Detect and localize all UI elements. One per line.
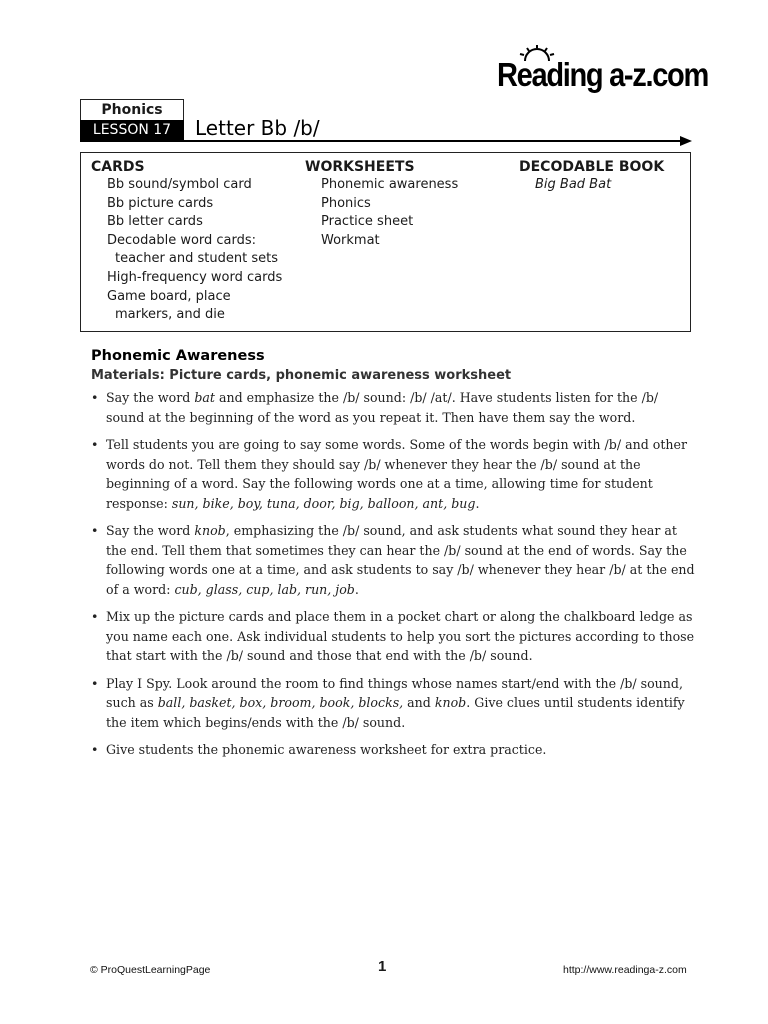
section-heading: Phonemic Awareness [91,348,265,364]
phonemic-awareness-section [91,346,697,768]
emphasized-words: knob [194,523,226,538]
list-item: teacher and student sets [115,251,278,267]
list-item: Bb picture cards [107,195,214,211]
page-title: Letter Bb /b/ [195,116,320,140]
instruction-item: • Play I Spy. Look around the room to find things whose names start/end with the /b/ sound, such as ball, basket, box, broom, book, blocks, and knob. Give clues until students identify the item which begins/ends with the /b/ sound. [91,674,697,733]
instruction-item: • Say the word knob, emphasizing the /b/ sound, and ask students what sound they hear at the end. Tell them that sometimes they can hear the /b/ sound at the end of words. Say the following words one at a time, and ask students to say /b/ whenever they hear /b/ at the end of a word: cub, glass, cup, lab, run, job. [91,521,697,599]
book-heading: DECODABLE BOOK [519,159,665,175]
arrow-right-icon [680,136,692,146]
emphasized-words: knob [434,695,467,710]
brand-logo: Reading a-z.com [497,56,708,93]
materials-box [80,152,691,332]
list-item: Workmat [321,232,380,248]
emphasized-words: ball, basket, box, broom, book, blocks, [157,695,404,710]
instruction-list [91,388,697,760]
list-item: Bb sound/symbol card [107,177,252,192]
list-item: Bb letter cards [107,214,203,230]
list-item: High-frequency word cards [107,269,283,285]
footer-url: http://www.readinga-z.com [563,964,687,976]
list-item: Phonemic awareness [321,177,459,192]
lesson-badge: LESSON 17 [80,120,184,141]
list-item: Big Bad Bat [535,177,612,192]
subject-tag: Phonics [80,99,184,120]
section-materials: Materials: Picture cards, phonemic awareness worksheet [91,368,512,383]
instruction-item: • Say the word bat and emphasize the /b/ sound: /b/ /at/. Have students listen for the /b/ sound at the beginning of the word as you repeat it. Then have them say the word. [91,388,697,427]
list-item: Practice sheet [321,214,414,230]
instruction-item: • Give students the phonemic awareness worksheet for extra practice. [91,740,697,760]
cards-heading: CARDS [91,159,145,175]
header-rule [80,140,682,142]
list-item: Game board, place [107,288,231,304]
emphasized-words: cub, glass, cup, lab, run, job [174,581,355,597]
worksheets-list [305,176,458,250]
worksheets-heading: WORKSHEETS [305,159,415,175]
book-list [519,176,664,195]
cards-column [91,158,282,325]
list-item: Decodable word cards: [107,232,257,248]
emphasized-words: bat [194,390,215,405]
list-item: markers, and die [115,307,225,323]
footer-copyright: © ProQuestLearningPage [90,964,211,976]
instruction-item: • Tell students you are going to say some words. Some of the words begin with /b/ and other words do not. Tell them they should say /b/ whenever they hear the /b/ sound at the beginning of a word. Say the following words one at a time, allowing time for student response: sun, bike, boy, tuna, door, big, balloon, ant, bug. [91,435,697,513]
cards-list [91,176,282,325]
emphasized-words: sun, bike, boy, tuna, door, big, balloon, ant, bug [171,495,476,511]
book-column [519,158,664,195]
worksheets-column [305,158,458,250]
page-number: 1 [378,958,387,975]
instruction-item: • Mix up the picture cards and place them in a pocket chart or along the chalkboard ledge as you name each one. Ask individual students to help you sort the pictures according to those that start with the /b/ sound and those that end with the /b/ sound. [91,607,697,666]
list-item: Phonics [321,195,371,211]
